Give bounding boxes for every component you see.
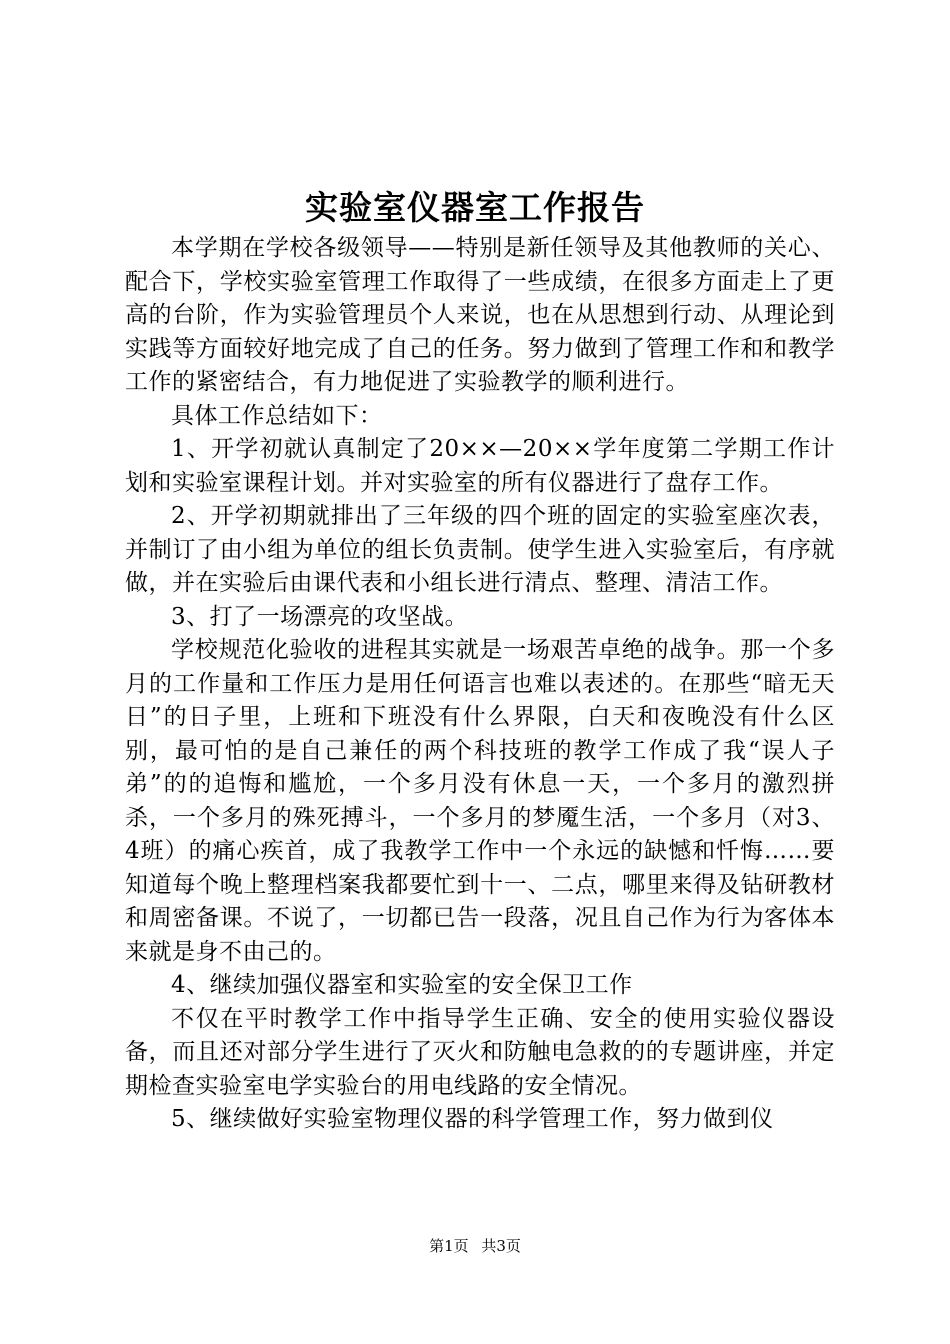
paragraph-item-3-detail: 学校规范化验收的进程其实就是一场艰苦卓绝的战争。那一个多月的工作量和工作压力是用任何语言也难以表述的。在那些“暗无天日”的日子里，上班和下班没有什么界限，白天和夜晚没有什么区别，最可怕的是自己兼任的两个科技班的教学工作成了我“误人子弟”的的追悔和尴尬，一个多月没有休息一天，一个多月的激烈拼杀，一个多月的殊死搏斗，一个多月的梦魇生活，一个多月（对3、4班）的痛心疾首，成了我教学工作中一个永远的缺憾和忏悔……要知道每个晚上整理档案我都要忙到十一、二点，哪里来得及钻研教材和周密备课。不说了，一切都已告一段落，况且自己作为行为客体本来就是身不由己的。 (125, 637, 835, 965)
document-body (125, 232, 835, 1137)
paragraph-summary-lead: 具体工作总结如下： (171, 402, 383, 429)
paragraph-item-3: 3、打了一场漂亮的攻坚战。 (171, 603, 469, 630)
paragraph-item-4-detail: 不仅在平时教学工作中指导学生正确、安全的使用实验仪器设备，而且还对部分学生进行了灭火和防触电急救的的专题讲座，并定期检查实验室电学实验台的用电线路的安全情况。 (125, 1005, 835, 1099)
page-footer (0, 1236, 950, 1256)
paragraph-item-2: 2、开学初期就排出了三年级的四个班的固定的实验室座次表，并制订了由小组为单位的组长负责制。使学生进入实验室后，有序就做，并在实验后由课代表和小组长进行清点、整理、清洁工作。 (125, 503, 835, 596)
paragraph-intro: 本学期在学校各级领导——特别是新任领导及其他教师的关心、配合下，学校实验室管理工作取得了一些成绩，在很多方面走上了更高的台阶，作为实验管理员个人来说，也在从思想到行动、从理论到实践等方面较好地完成了自己的任务。努力做到了管理工作和和教学工作的紧密结合，有力地促进了实验教学的顺利进行。 (125, 235, 835, 395)
page-number: 第1页 (429, 1237, 469, 1255)
page-total: 共3页 (481, 1237, 521, 1255)
paragraph-item-1: 1、开学初就认真制定了20××—20××学年度第二学期工作计划和实验室课程计划。并对实验室的所有仪器进行了盘存工作。 (125, 436, 835, 496)
paragraph-item-5: 5、继续做好实验室物理仪器的科学管理工作，努力做到仪 (171, 1106, 774, 1132)
document-title: 实验室仪器室工作报告 (305, 188, 645, 227)
paragraph-item-4: 4、继续加强仪器室和实验室的安全保卫工作 (171, 972, 633, 998)
